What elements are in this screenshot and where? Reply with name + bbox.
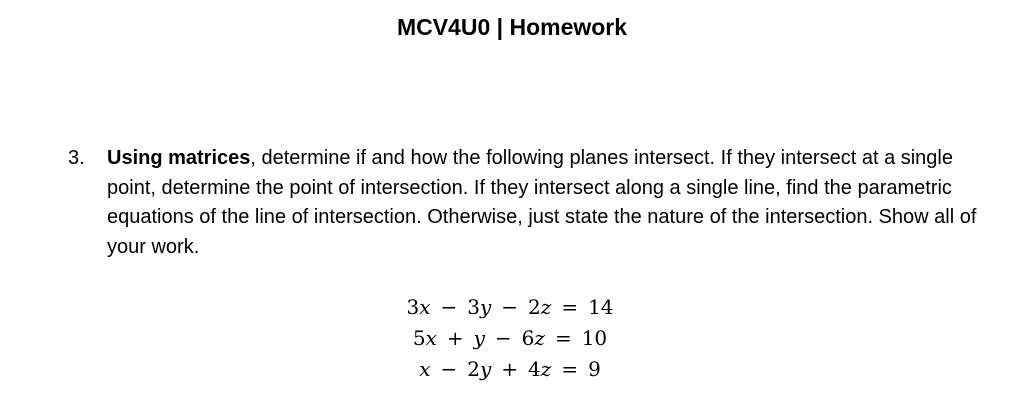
equation-system bbox=[380, 292, 640, 385]
question-3 bbox=[68, 144, 978, 262]
question-text bbox=[107, 144, 978, 262]
variable-x: x bbox=[419, 295, 431, 319]
page-title: MCV4U0 | Homework bbox=[396, 14, 628, 40]
variable-z: z bbox=[540, 295, 552, 319]
question-bold-lead: Using matrices bbox=[107, 147, 251, 169]
question-body: , determine if and how the following planes intersect. If they intersect at a single point, determine the point of intersection. If they intersect along a single line, find the parametric equations of the line of intersection. Otherwise, just state the nature of the intersection. Show all of your work. bbox=[107, 147, 977, 258]
variable-z: z bbox=[534, 326, 545, 350]
variable-z: z bbox=[540, 357, 552, 381]
variable-y: y bbox=[479, 357, 492, 381]
variable-y: y bbox=[473, 326, 485, 350]
variable-x: x bbox=[419, 357, 431, 381]
equation-3: x − 2y + 4z = 9 bbox=[419, 357, 601, 381]
equation-1: 3x − 3y − 2z = 14 bbox=[406, 295, 614, 319]
variable-y: y bbox=[479, 295, 492, 319]
variable-x: x bbox=[425, 326, 437, 350]
equation-2: 5x + y − 6z = 10 bbox=[412, 326, 608, 350]
question-number: 3. bbox=[68, 147, 85, 169]
